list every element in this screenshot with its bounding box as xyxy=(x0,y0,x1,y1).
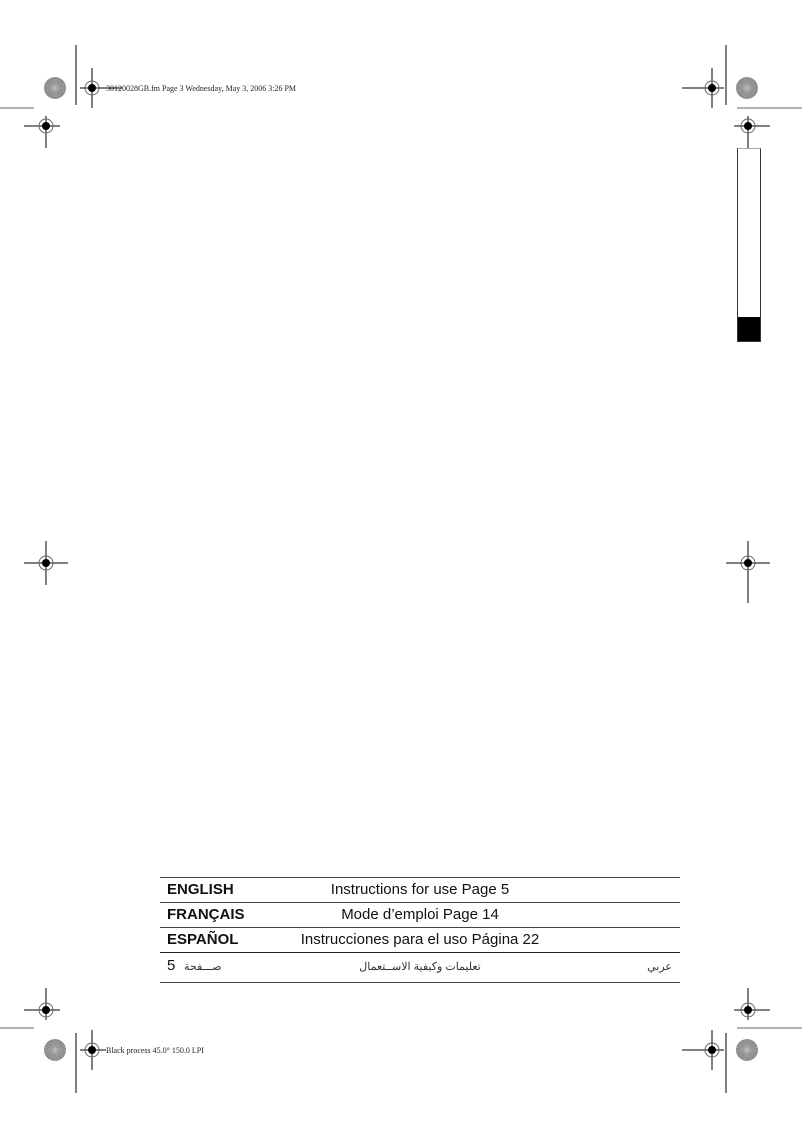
thumb-tab-fill xyxy=(738,317,760,341)
header-slug: 30120028GB.fm Page 3 Wednesday, May 3, 2006 3:26 PM xyxy=(106,84,297,93)
language-label: FRANÇAIS xyxy=(167,906,245,923)
thumb-tab xyxy=(737,148,761,342)
language-description: Instructions for use Page 5 xyxy=(330,881,510,898)
color-bar-starburst-icon xyxy=(44,1039,66,1061)
arabic-description: تعليمات وكيفية الاســتعمال xyxy=(359,961,481,973)
arabic-page-word: صـــفحة xyxy=(184,961,222,973)
registration-mark-icon xyxy=(682,68,724,108)
color-bar-starburst-icon xyxy=(736,77,758,99)
arabic-page-number: 5 xyxy=(167,957,176,974)
registration-mark-icon xyxy=(24,116,60,148)
table-row-english xyxy=(160,877,680,902)
language-description: Mode d’emploi Page 14 xyxy=(341,906,499,923)
table-row-arabic xyxy=(160,952,680,983)
arabic-language-label: عربي xyxy=(647,961,672,973)
color-bar-starburst-icon xyxy=(44,77,66,99)
registration-mark-icon xyxy=(726,541,770,603)
registration-mark-icon xyxy=(734,988,770,1020)
registration-mark-icon xyxy=(24,988,60,1020)
registration-mark-icon xyxy=(682,1030,724,1070)
language-description: Instrucciones para el uso Página 22 xyxy=(300,931,540,948)
registration-mark-icon xyxy=(734,116,770,148)
language-label: ESPAÑOL xyxy=(167,931,239,948)
language-label: ENGLISH xyxy=(167,881,234,898)
language-table xyxy=(160,877,680,983)
registration-mark-icon xyxy=(24,541,68,585)
registration-mark-icon xyxy=(80,1030,106,1070)
footer-slug: Black process 45.0° 150.0 LPI xyxy=(106,1046,204,1055)
color-bar-starburst-icon xyxy=(736,1039,758,1061)
table-row-spanish xyxy=(160,927,680,952)
table-row-french xyxy=(160,902,680,927)
